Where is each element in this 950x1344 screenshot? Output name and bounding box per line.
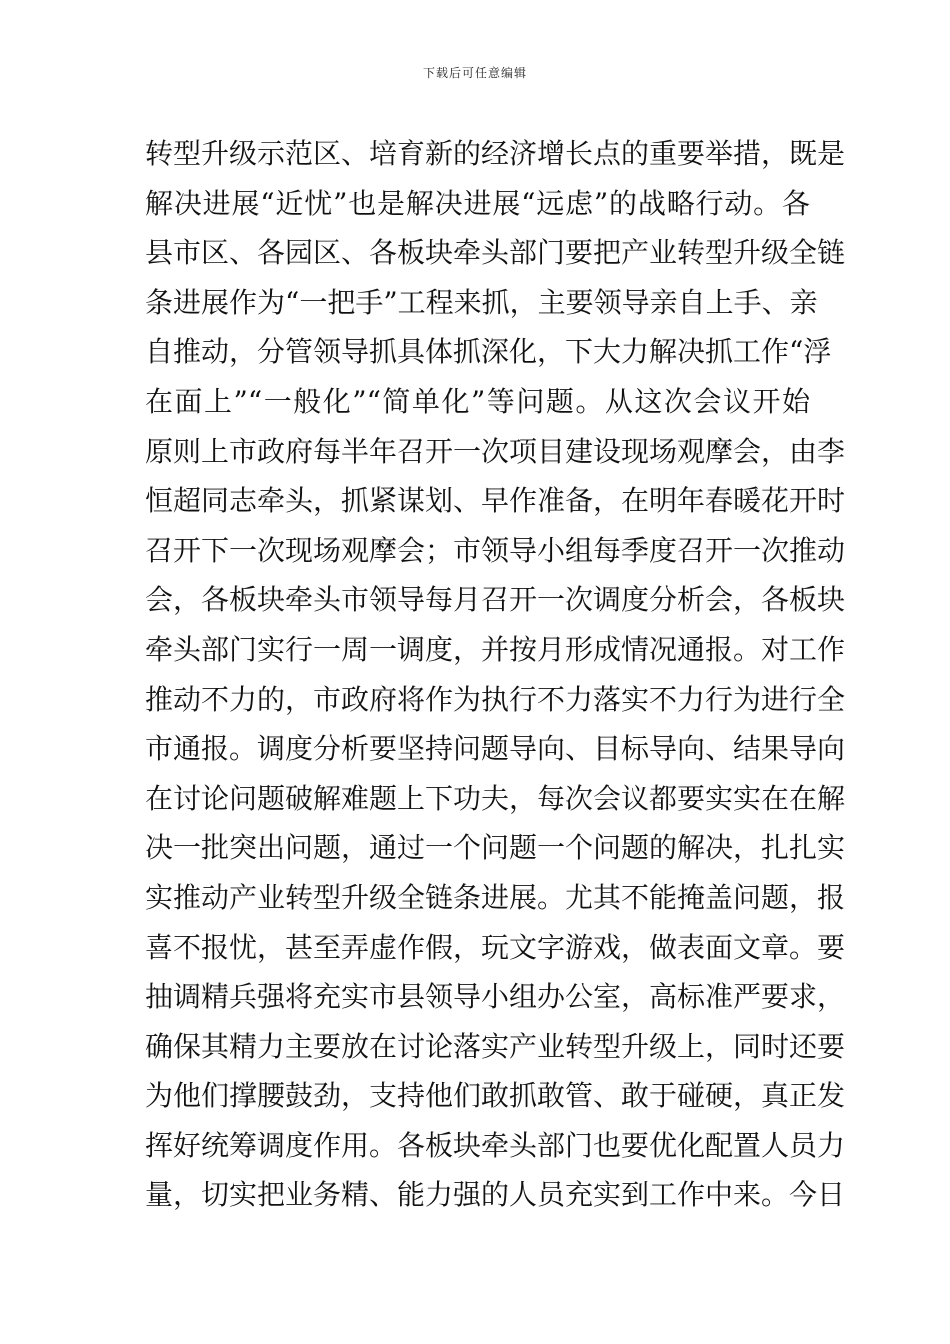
text-line-3: 县市区、各园区、各板块牵头部门要把产业转型升级全链 [145, 236, 846, 270]
text-line-22: 量，切实把业务精、能力强的人员充实到工作中来。今日 [145, 1178, 846, 1212]
text-line-19: 确保其精力主要放在讨论落实产业转型升级上，同时还要 [145, 1029, 846, 1063]
page-header: 下载后可任意编辑 [422, 66, 527, 80]
text-line-13: 市通报。调度分析要坚持问题导向、目标导向、结果导向 [145, 732, 846, 766]
text-line-1: 转型升级示范区、培育新的经济增长点的重要举措，既是 [145, 137, 846, 170]
text-line-14: 在讨论问题破解难题上下功夫，每次会议都要实实在在解 [145, 781, 846, 815]
text-line-16: 实推动产业转型升级全链条进展。尤其不能掩盖问题，报 [145, 880, 846, 914]
text-line-18: 抽调精兵强将充实市县领导小组办公室，高标准严要求， [145, 980, 846, 1014]
text-line-12: 推动不力的，市政府将作为执行不力落实不力行为进行全 [145, 682, 846, 716]
document-body [145, 129, 846, 1220]
text-line-17: 喜不报忧，甚至弄虚作假，玩文字游戏，做表面文章。要 [145, 930, 846, 964]
text-line-4: 条进展作为“一把手”工程来抓，主要领导亲自上手、亲 [145, 285, 818, 319]
text-line-7: 原则上市政府每半年召开一次项目建设现场观摩会，由李 [145, 434, 846, 468]
text-line-2: 解决进展“近忧”也是解决进展“远虑”的战略行动。各 [145, 186, 810, 220]
text-line-21: 挥好统筹调度作用。各板块牵头部门也要优化配置人员力 [145, 1128, 846, 1162]
text-line-6: 在面上”“一般化”“简单化”等问题。从这次会议开始 [145, 384, 810, 418]
text-line-9: 召开下一次现场观摩会；市领导小组每季度召开一次推动 [145, 533, 846, 567]
text-line-5: 自推动，分管领导抓具体抓深化，下大力解决抓工作“浮 [145, 335, 832, 369]
text-line-15: 决一批突出问题，通过一个问题一个问题的解决，扎扎实 [145, 831, 846, 865]
text-line-11: 牵头部门实行一周一调度，并按月形成情况通报。对工作 [145, 632, 846, 666]
text-line-10: 会，各板块牵头市领导每月召开一次调度分析会，各板块 [145, 583, 846, 617]
text-line-20: 为他们撑腰鼓劲，支持他们敢抓敢管、敢于碰硬，真正发 [145, 1079, 846, 1113]
text-line-8: 恒超同志牵头，抓紧谋划、早作准备，在明年春暖花开时 [145, 484, 846, 518]
